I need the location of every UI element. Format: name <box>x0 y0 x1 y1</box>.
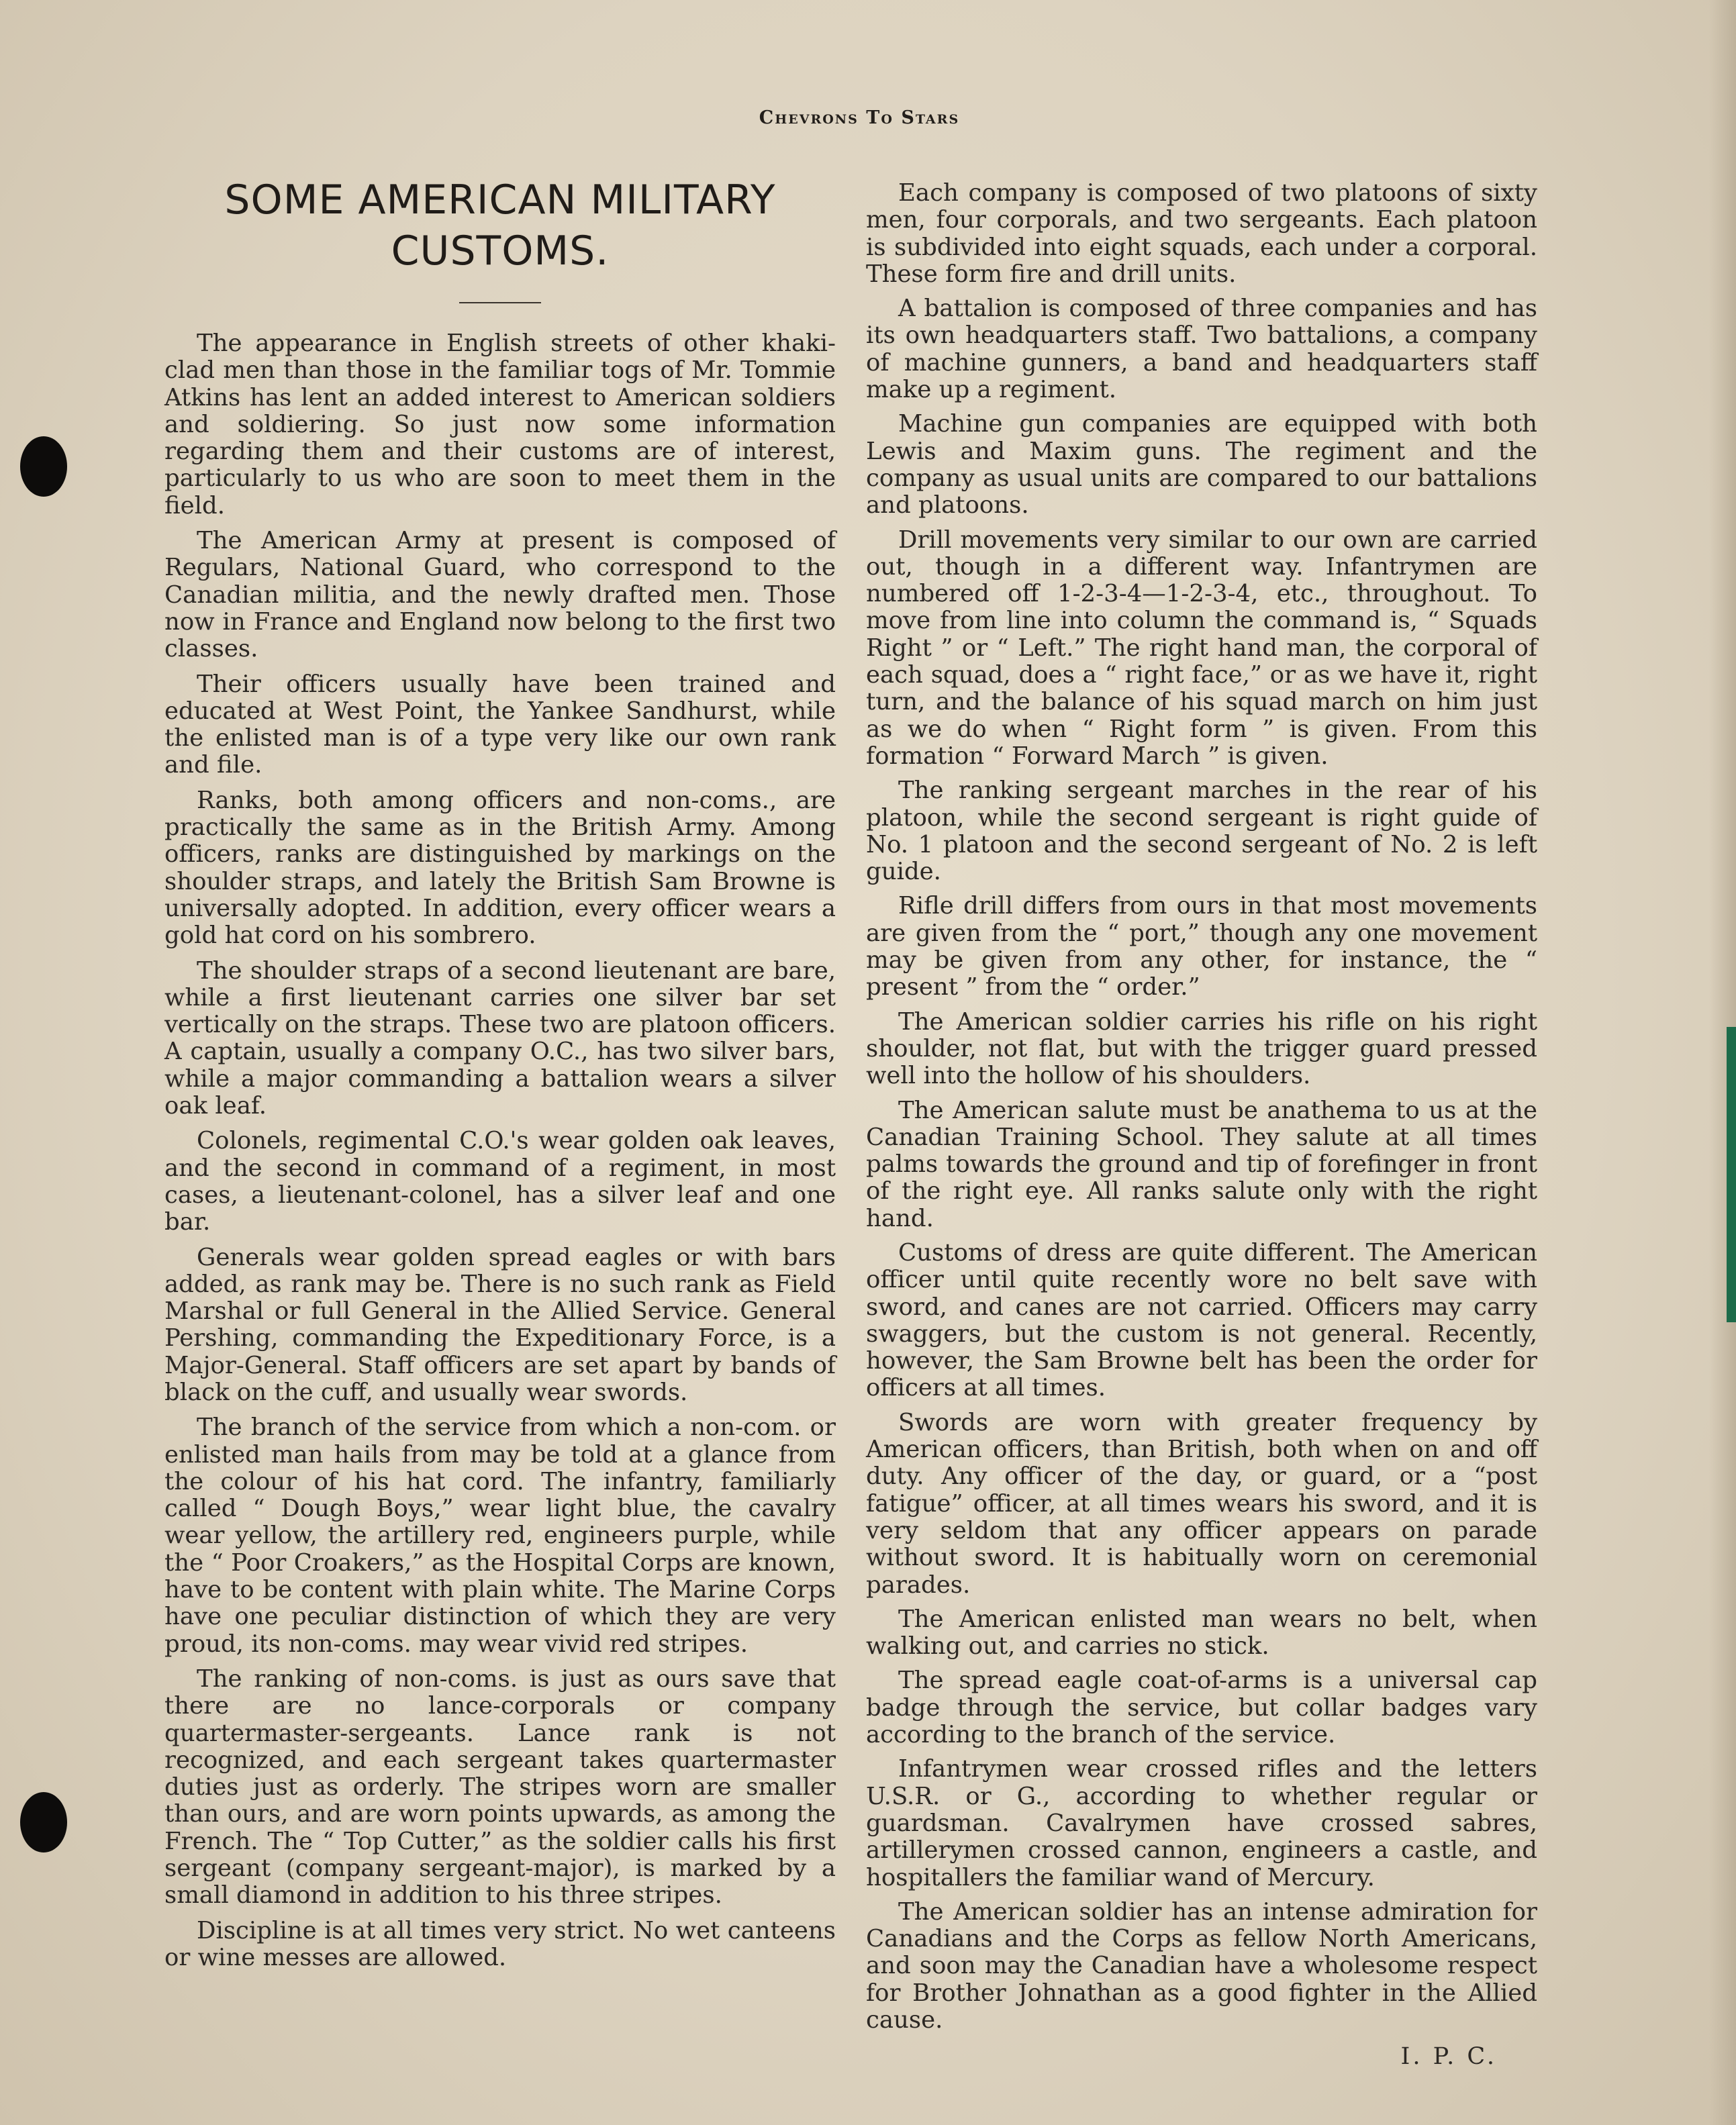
article-paragraph: Customs of dress are quite different. The American officer until quite recently wore no belt save with sword, and canes are not carried. Officers may carry swaggers, but the custom is not general. Recently, however, the Sam Browne belt has been the order for officers at all times. <box>866 1238 1537 1402</box>
left-column-body <box>164 330 836 1971</box>
title-rule <box>459 302 541 303</box>
punch-hole-bottom <box>20 1792 67 1852</box>
green-binding-tab <box>1727 1027 1736 1322</box>
article-paragraph: Each company is composed of two platoons of sixty men, four corporals, and two sergeants. Each platoon is subdivided into eight squads, each under a corporal. These form fire and drill units. <box>866 179 1537 288</box>
article-paragraph: The branch of the service from which a non-com. or enlisted man hails from may be told at a glance from the colour of his hat cord. The infantry, familiarly called “ Dough Boys,” wear light blue, the cavalry wear yellow, the artillery red, engineers purple, while the “ Poor Croakers,” as the Hospital Corps are known, have to be content with plain white. The Marine Corps have one peculiar distinction of which they are very proud, its non-coms. may wear vivid red stripes. <box>164 1414 836 1658</box>
punch-hole-top <box>20 436 67 497</box>
article-paragraph: The American soldier has an intense admiration for Canadians and the Corps as fellow North Americans, and soon may the Canadian have a wholesome respect for Brother Johnathan as a good fighter in the Allied cause. <box>866 1897 1537 2034</box>
article-paragraph: The shoulder straps of a second lieutenant are bare, while a first lieutenant carries one silver bar set vertically on the straps. These two are platoon officers. A captain, usually a company O.C., has two silver bars, while a major commanding a battalion wears a silver oak leaf. <box>164 956 836 1120</box>
article-title: SOME AMERICAN MILITARY CUSTOMS. <box>224 177 776 275</box>
article-paragraph: Discipline is at all times very strict. No wet canteens or wine messes are allowed. <box>164 1916 836 1971</box>
article-paragraph: The appearance in English streets of other khaki-clad men than those in the familiar togs of Mr. Tommie Atkins has lent an added interest to American soldiers and soldiering. So just now some information regarding them and their customs are of interest, particularly to us who are soon to meet them in the field. <box>164 330 836 520</box>
article-paragraph: Infantrymen wear crossed rifles and the letters U.S.R. or G., according to whether regular or guardsman. Cavalrymen have crossed sabres, artillerymen crossed cannon, engineers a castle, and hospitallers the familiar wand of Mercury. <box>866 1755 1537 1891</box>
article-paragraph: The ranking sergeant marches in the rear of his platoon, while the second sergeant is right guide of No. 1 platoon and the second sergeant of No. 2 is left guide. <box>866 777 1537 886</box>
article-paragraph: Their officers usually have been trained and educated at West Point, the Yankee Sandhurst, while the enlisted man is of a type very like our own rank and file. <box>164 670 836 779</box>
article-paragraph: The American salute must be anathema to us at the Canadian Training School. They salute at all times palms towards the ground and tip of forefinger in front of the right eye. All ranks salute only with the right hand. <box>866 1096 1537 1232</box>
article-paragraph: Generals wear golden spread eagles or with bars added, as rank may be. There is no such rank as Field Marshal or full General in the Allied Service. General Pershing, commanding the Expeditionary Force, is a Major-General. Staff officers are set apart by bands of black on the cuff, and usually wear swords. <box>164 1243 836 1406</box>
author-signature: I. P. C. <box>1400 2043 1497 2071</box>
article-paragraph: Drill movements very similar to our own are carried out, though in a different way. Infantrymen are numbered off 1-2-3-4—1-2-3-4, etc., throughout. To move from line into column the command is, “ Squads Right ” or “ Left.” The right hand man, the corporal of each squad, does a “ right face,” or as we have it, right turn, and the balance of his squad march on him just as we do when “ Right form ” is given. From this formation “ Forward March ” is given. <box>866 526 1537 770</box>
left-column <box>164 175 836 1979</box>
article-paragraph: The American Army at present is composed of Regulars, National Guard, who correspond to the Canadian militia, and the newly drafted men. Those now in France and England now belong to the first two classes. <box>164 527 836 663</box>
article-paragraph: A battalion is composed of three companies and has its own headquarters staff. Two battalions, a company of machine gunners, a band and headquarters staff make up a regiment. <box>866 295 1537 404</box>
running-head: Chevrons To Stars <box>759 107 960 128</box>
article-paragraph: Ranks, both among officers and non-coms., are practically the same as in the British Army. Among officers, ranks are distinguished by markings on the shoulder straps, and lately the British Sam Browne is universally adopted. In addition, every officer wears a gold hat cord on his sombrero. <box>164 786 836 950</box>
article-paragraph: Machine gun companies are equipped with both Lewis and Maxim guns. The regiment and the company as usual units are compared to our battalions and platoons. <box>866 410 1537 520</box>
right-column-body <box>866 180 1537 2034</box>
article-paragraph: The American enlisted man wears no belt, when walking out, and carries no stick. <box>866 1605 1537 1661</box>
article-paragraph: Colonels, regimental C.O.'s wear golden oak leaves, and the second in command of a regiment, in most cases, a lieutenant-colonel, has a silver leaf and one bar. <box>164 1127 836 1236</box>
right-column <box>866 180 1537 2071</box>
article-paragraph: The ranking of non-coms. is just as ours save that there are no lance-corporals or company quartermaster-sergeants. Lance rank is not recognized, and each sergeant takes quartermaster duties just as orderly. The stripes worn are smaller than ours, and are worn points upwards, as among the French. The “ Top Cutter,” as the soldier calls his first sergeant (company sergeant-major), is marked by a small diamond in addition to his three stripes. <box>164 1665 836 1910</box>
article-paragraph: The American soldier carries his rifle on his right shoulder, not flat, but with the trigger guard pressed well into the hollow of his shoulders. <box>866 1007 1537 1090</box>
article-paragraph: The spread eagle coat-of-arms is a universal cap badge through the service, but collar badges vary according to the branch of the service. <box>866 1667 1537 1749</box>
article-paragraph: Rifle drill differs from ours in that most movements are given from the “ port,” though any one movement may be given from any other, for instance, the “ present ” from the “ order.” <box>866 892 1537 1001</box>
article-paragraph: Swords are worn with greater frequency by American officers, than British, both when on and off duty. Any officer of the day, or guard, or a “post fatigue” officer, at all times wears his sword, and it is very seldom that any officer appears on parade without sword. It is habitually worn on ceremonial parades. <box>866 1408 1537 1599</box>
